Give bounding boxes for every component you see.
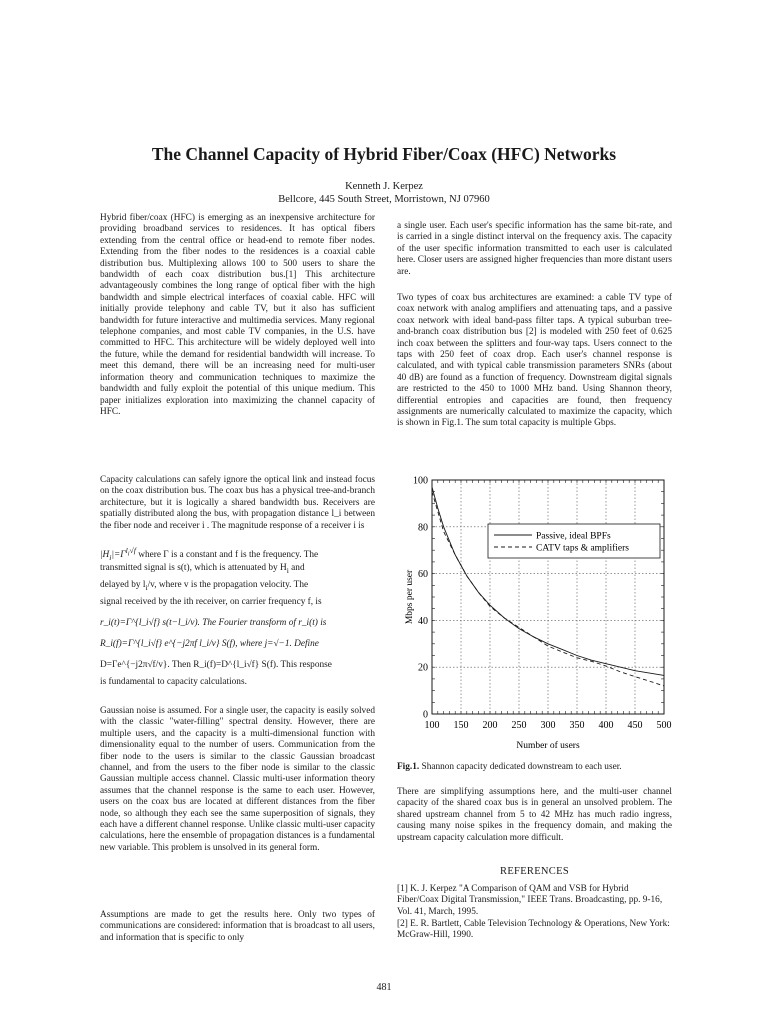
y-axis-label: Mbps per user bbox=[405, 569, 415, 625]
right-paragraph-3: There are simplifying assumptions here, and the multi-user channel capacity of the shared coax bus is in general an unsolved problem. The shared upstream channel from 5 to 42 MHz has much radio ingress, causing many noise spikes in the frequency domain, and making the upstream capacity calculation more difficult. bbox=[397, 787, 672, 843]
right-paragraph-2: Two types of coax bus architectures are examined: a cable TV type of coax network with analog amplifiers and attenuating taps, and a passive coax network with ideal band-pass filter taps. A typical suburban tree-and-branch coax distribution bus [2] is modeled with 250 feet of 0.625 inch coax between the splitters and four-way taps. Users connect to the taps with 250 feet of coax drop. Each user's channel response is calculated, and with typical cable transmission parameters SNRs (about 40 dB) are found as a function of frequency. Downstream digital signals are restricted to the 450 to 1000 MHz band. Using Shannon theory, differential entropies and capacities are found, then frequency assignments are numerically calculated to maximize the capacity, which is shown in Fig.1. The sum total capacity is multiple Gbps. bbox=[397, 293, 672, 429]
legend-label: CATV taps & amplifiers bbox=[536, 543, 629, 554]
author-block bbox=[0, 180, 768, 206]
y-tick-label: 80 bbox=[418, 522, 428, 534]
references-heading: REFERENCES bbox=[500, 866, 569, 877]
equation-delay: delayed by $l_i/v$, where v is the propagation velocity. The bbox=[100, 580, 309, 592]
chart-grid bbox=[432, 480, 664, 714]
paper-title: The Channel Capacity of Hybrid Fiber/Coax (HFC) Networks bbox=[151, 144, 617, 164]
y-tick-label: 20 bbox=[418, 662, 428, 674]
figure-label: Fig.1. bbox=[397, 762, 420, 772]
figure-caption-text: Shannon capacity dedicated downstream to each user. bbox=[419, 762, 622, 772]
x-tick-label: 400 bbox=[598, 720, 614, 731]
y-tick-label: 100 bbox=[413, 475, 428, 487]
right-paragraph-1: a single user. Each user's specific information has the same bit-rate, and is carried in a single distinct interval on the frequency axis. The capacity of the user specific information transmitted to each user is calculated here. Closer users are assigned higher frequencies than more distant users are. bbox=[397, 221, 672, 277]
y-tick-label: 60 bbox=[418, 569, 428, 581]
y-tick-label: 0 bbox=[423, 709, 428, 721]
left-paragraph-4: Assumptions are made to get the results here. Only two types of communications are considered: information that is broadcast to all users, and information that is specific to only bbox=[100, 910, 375, 943]
capacity-chart bbox=[400, 470, 678, 751]
figure-caption bbox=[397, 762, 672, 772]
x-tick-label: 100 bbox=[424, 720, 440, 731]
reference-2: [2] E. R. Bartlett, Cable Television Technology & Operations, New York: McGraw-Hill, 1990. bbox=[397, 919, 670, 941]
chart-ticks bbox=[413, 476, 672, 732]
x-tick-label: 250 bbox=[511, 720, 527, 731]
legend-label: Passive, ideal BPFs bbox=[536, 531, 611, 542]
left-paragraph-1: Hybrid fiber/coax (HFC) is emerging as an inexpensive architecture for providing broadband services to residences. It has optical fibers extending from the central office or head-end to remote fiber nodes. Extending from the fiber nodes to the residences is a coaxial cable distribution bus. Multiplexing allows 100 to 500 users to share the bandwidth of each coax distribution bus.[1] This architecture advantageously combines the long range of optical fiber with the high bandwidth and simple electrical interfaces of coaxial cable. HFC will initially provide telephony and cable TV, but it also has sufficient bandwidth for future interactive and multimedia services. Many regional telephone companies, and most cable TV companies, in the U.S. have committed to HFC. This architecture will be widely deployed well into the future, while the demand for residential bandwidth will increase. To meet this demand, there will be an increasing need for multi-user information theory and communication techniques to maximize the bandwidth and fully exploit the potential of this unique medium. This paper initializes exploration into maximizing the channel capacity of HFC. bbox=[100, 213, 375, 417]
author-name: Kenneth J. Kerpez bbox=[345, 181, 423, 192]
author-affiliation: Bellcore, 445 South Street, Morristown, NJ 07960 bbox=[278, 194, 490, 205]
x-tick-label: 500 bbox=[656, 720, 672, 731]
y-tick-label: 40 bbox=[418, 615, 428, 627]
equation-fundamental: is fundamental to capacity calculations. bbox=[100, 677, 247, 687]
page-number: 481 bbox=[376, 982, 392, 993]
equation-received: r_i(t)=Γ^{l_i√f} s(t−l_i/v). The Fourier transform of r_i(t) is bbox=[100, 618, 327, 628]
equation-received-text: signal received by the ith receiver, on carrier frequency f, is bbox=[100, 597, 322, 607]
x-tick-label: 350 bbox=[569, 720, 585, 731]
chart-legend bbox=[488, 524, 660, 558]
reference-1: [1] K. J. Kerpez "A Comparison of QAM and VSB for Hybrid Fiber/Coax Digital Transmission," IEEE Trans. Broadcasting, pp. 9-16, Vol. 41, March, 1995. bbox=[397, 884, 663, 917]
equation-define-d: D=Γe^{−j2π√f/v}. Then R_i(f)=D^{l_i√f} S(f). This response bbox=[100, 660, 332, 670]
left-paragraph-2: Capacity calculations can safely ignore the optical link and instead focus on the coax distribution bus. The coax bus has a physical tree-and-branch architecture, but it is logically a shared bandwidth bus. Receivers are spatially distributed along the bus, with propagation distance l_i between the fiber node and receiver i . The magnitude response of a receiver i is bbox=[100, 475, 375, 531]
equation-transmitted: transmitted signal is s(t), which is attenuated by $H_i$ and bbox=[100, 563, 305, 575]
equation-magnitude: $|H_i|=\Gamma^{l_i√f}$ where Γ is a constant and f is the frequency. The bbox=[100, 546, 319, 562]
x-tick-label: 150 bbox=[453, 720, 469, 731]
equation-fourier: R_i(f)=Γ^{l_i√f} e^{−j2πf l_i/v} S(f), where j=√−1. Define bbox=[100, 639, 319, 649]
left-paragraph-3: Gaussian noise is assumed. For a single user, the capacity is easily solved with the classic "water-filling" spectral density. However, there are multiple users, and the capacity is a multi-dimensional function with dimensionality equal to the number of users. Communication from the fiber node to the users is similar to the classic Gaussian broadcast channel, and from the users to the fiber node is similar to the classic Gaussian multiple access channel. Classic multi-user information theory assumes that the channel response is the same to each user. However, users on the coax bus are located at different distances from the fiber node, so although they each see the same superposition of signals, they each have a different channel response. Unlike classic multi-user capacity calculations, here the ensemble of propagation distances is a fundamental new variable. This problem is unsolved in its general form. bbox=[100, 706, 375, 853]
x-tick-label: 200 bbox=[482, 720, 498, 731]
x-axis-label: Number of users bbox=[516, 741, 580, 751]
x-tick-label: 300 bbox=[540, 720, 556, 731]
x-tick-label: 450 bbox=[627, 720, 643, 731]
